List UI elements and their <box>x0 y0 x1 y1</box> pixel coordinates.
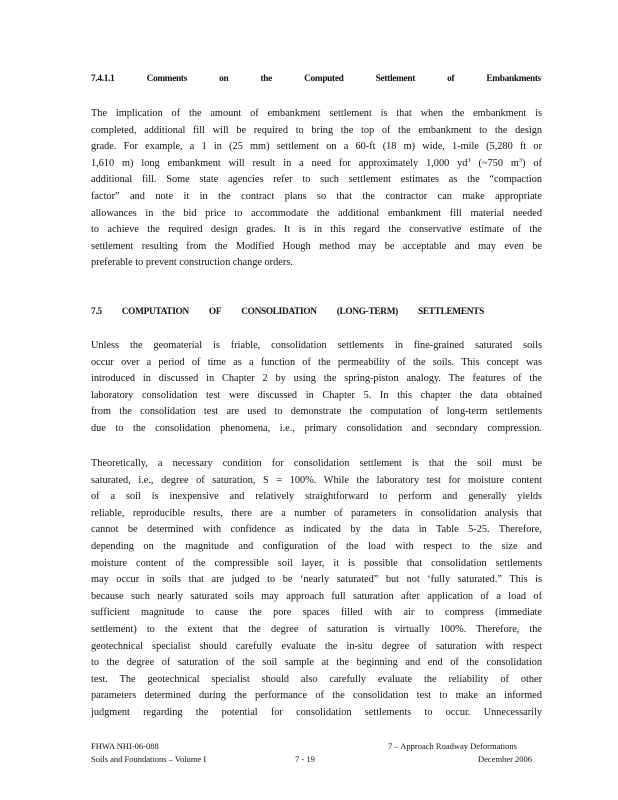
heading-word: the <box>260 74 272 84</box>
text-line: to the degree of saturation of the soil sample at the beginning and end of the consolidation <box>91 657 542 669</box>
section-number: 7.5 <box>91 307 102 317</box>
heading-word: Comments <box>146 74 188 84</box>
paragraph-saturation <box>91 456 542 722</box>
footer-page-number: 7 - 19 <box>295 754 315 764</box>
footer-report-number: FHWA NHI-06-088 <box>91 741 159 751</box>
text-fragment: ) of <box>522 157 542 169</box>
text-line: judgment regarding the potential for consolidation settlements to occur. Unnecessarily <box>91 706 542 718</box>
text-line: depending on the magnitude and configuration of the load with respect to the size and <box>91 540 542 552</box>
heading-word: of <box>447 74 455 84</box>
text-line: settlement) to the extent that the degree of saturation is virtually 100%. Therefore, the <box>91 623 542 635</box>
text-line: of a soil is inexpensive and relatively straightforward to perform and generally yields <box>91 491 542 503</box>
heading-word: COMPUTATION <box>121 307 189 317</box>
text-line: reliable, reproducible results, there are a number of parameters in consolidation analysis that <box>91 507 542 519</box>
paragraph-embankment-settlement <box>91 106 542 272</box>
footer-chapter-title: 7 – Approach Roadway Deformations <box>388 741 517 751</box>
heading-word: (LONG-TERM) <box>336 307 398 317</box>
text-line: Theoretically, a necessary condition for consolidation settlement is that the soil must be <box>91 458 542 469</box>
text-line: laboratory consolidation test were discussed in Chapter 5. In this chapter the data obtained <box>91 389 542 401</box>
heading-word: SETTLEMENTS <box>418 307 484 317</box>
text-line: sufficient magnitude to cause the pore spaces filled with air to compress (immediate <box>91 607 542 619</box>
text-fragment: 1,610 m) long embankment will result in a need for approximately 1,000 yd <box>91 157 468 169</box>
text-line: occur over a period of time as a function of the permeability of the soils. This concept was <box>91 356 542 368</box>
superscript: 3 <box>467 156 471 164</box>
heading-word: on <box>219 74 229 84</box>
text-line: due to the consolidation phenomena, i.e., primary consolidation and secondary compression. <box>91 422 542 434</box>
text-fragment: (~750 m <box>470 157 519 169</box>
heading-word: CONSOLIDATION <box>241 307 317 317</box>
text-line: test. The geotechnical specialist should also carefully evaluate the reliability of other <box>91 673 542 685</box>
footer-report-title: Soils and Foundations – Volume I <box>91 754 207 764</box>
text-line: saturated, i.e., degree of saturation, S = 100%. While the laboratory test for moisture content <box>91 474 542 486</box>
heading-word: Settlement <box>375 74 416 84</box>
footer-date: December 2006 <box>478 754 533 764</box>
text-line: settlement resulting from the Modified Hough method may be acceptable and may even be <box>91 240 542 252</box>
text-line: may occur in soils that are judged to be ‘nearly saturated” but not ‘fully saturated.” This is <box>91 574 542 586</box>
text-line: The implication of the amount of embankment settlement is that when the embankment is <box>91 108 542 119</box>
section-heading-7-5 <box>91 307 484 317</box>
text-line: moisture content of the compressible soil layer, it is possible that consolidation settlements <box>91 557 542 569</box>
text-line: factor” and note it in the contract plans so that the contractor can make appropriate <box>91 190 542 202</box>
heading-word: Embankments <box>486 74 541 84</box>
text-line: geotechnical specialist should carefully evaluate the in-situ degree of saturation with respect <box>91 640 542 652</box>
heading-word: OF <box>208 307 222 317</box>
paragraph-consolidation-intro <box>91 338 542 438</box>
superscript: 3 <box>518 156 523 164</box>
section-heading-7-4-1-1 <box>91 74 541 84</box>
section-number: 7.4.1.1 <box>91 74 115 84</box>
text-line: completed, additional fill will be required to bring the top of the embankment to the design <box>91 124 542 136</box>
text-line: introduced in discussed in Chapter 2 by using the spring-piston analogy. The features of the <box>91 373 542 385</box>
text-line: allowances in the bid price to accommodate the additional embankment fill material needed <box>91 207 542 219</box>
text-line: parameters determined during the performance of the consolidation test to make an informed <box>91 690 542 702</box>
text-line-with-units <box>91 156 542 173</box>
text-line: Unless the geomaterial is friable, consolidation settlements in fine-grained saturated soils <box>91 340 542 351</box>
text-line: additional fill. Some state agencies refer to such settlement estimates as the “compaction <box>91 174 542 186</box>
text-line: from the consolidation test are used to demonstrate the computation of long-term settlements <box>91 406 542 418</box>
text-line: preferable to prevent construction change orders. <box>91 257 293 269</box>
heading-word: Computed <box>304 74 344 84</box>
text-line: cannot be determined with confidence as indicated by the data in Table 5-25. Therefore, <box>91 524 542 536</box>
text-line: grade. For example, a 1 in (25 mm) settlement on a 60-ft (18 m) wide, 1-mile (5,280 ft or <box>91 141 542 153</box>
text-line: because such nearly saturated soils may approach full saturation after application of a load of <box>91 590 542 602</box>
text-line: to achieve the required design grades. It is in this regard the conservative estimate of the <box>91 224 542 236</box>
